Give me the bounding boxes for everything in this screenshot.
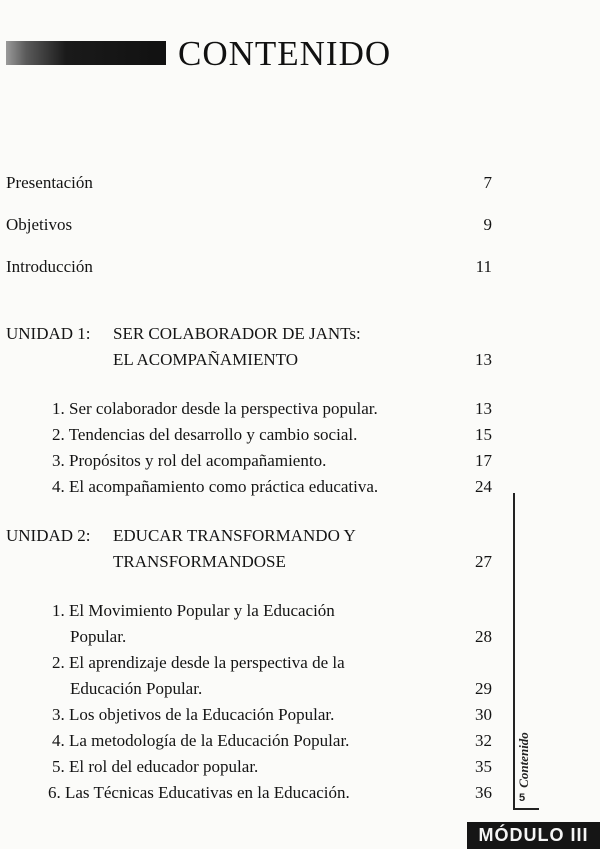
unit2-item-5-page: 35 [475,757,492,776]
toc-page-introduccion: 11 [475,257,492,276]
toc-entry-presentacion: Presentación [6,173,93,192]
toc-entry-introduccion: Introducción [6,257,93,276]
unit2-item-4: 4. La metodología de la Educación Popular. [52,731,350,750]
unit2-item-6: 6. Las Técnicas Educativas en la Educación. [48,783,350,802]
toc-page-presentacion: 7 [483,173,492,192]
unit1-label: UNIDAD 1: [6,324,91,343]
unit2-item-2-page: 29 [475,679,492,698]
unit2-title-line1: EDUCAR TRANSFORMANDO Y [113,526,356,545]
toc-page-objetivos: 9 [483,215,492,234]
unit2-page: 27 [475,552,492,571]
sidebar-rule [513,493,515,810]
unit2-item-1-page: 28 [475,627,492,646]
unit2-item-2-cont: Educación Popular. [70,679,203,698]
unit2-item-5: 5. El rol del educador popular. [52,757,259,776]
unit2-label: UNIDAD 2: [6,526,91,545]
unit2-item-4-page: 32 [475,731,492,750]
unit1-item-2-page: 15 [475,425,492,444]
unit2-item-3-page: 30 [475,705,492,724]
unit1-page: 13 [475,350,492,369]
unit1-item-2: 2. Tendencias del desarrollo y cambio social. [52,425,358,444]
unit1-item-3-page: 17 [475,451,492,470]
sidebar-section-label: Contenido [516,732,531,788]
unit1-item-4-page: 24 [475,477,492,496]
unit2-item-2: 2. El aprendizaje desde la perspectiva de la [52,653,345,672]
unit1-title-line1: SER COLABORADOR DE JANTs: [113,324,361,343]
unit1-title-line2: EL ACOMPAÑAMIENTO [113,350,298,369]
sidebar-tick [513,808,539,810]
unit1-item-4: 4. El acompañamiento como práctica educativa. [52,477,379,496]
unit2-item-1-cont: Popular. [70,627,127,646]
unit2-item-3: 3. Los objetivos de la Educación Popular. [52,705,335,724]
unit2-item-1: 1. El Movimiento Popular y la Educación [52,601,335,620]
page-title: CONTENIDO [178,34,392,73]
header-bar-decoration [6,41,166,65]
unit2-item-6-page: 36 [475,783,492,802]
unit2-title-line2: TRANSFORMANDOSE [113,552,286,571]
module-tab: MÓDULO III [467,822,600,849]
toc-entry-objetivos: Objetivos [6,215,73,234]
unit1-item-1: 1. Ser colaborador desde la perspectiva popular. [52,399,378,418]
page-number: 5 [519,792,526,804]
unit1-item-1-page: 13 [475,399,492,418]
unit1-item-3: 3. Propósitos y rol del acompañamiento. [52,451,327,470]
